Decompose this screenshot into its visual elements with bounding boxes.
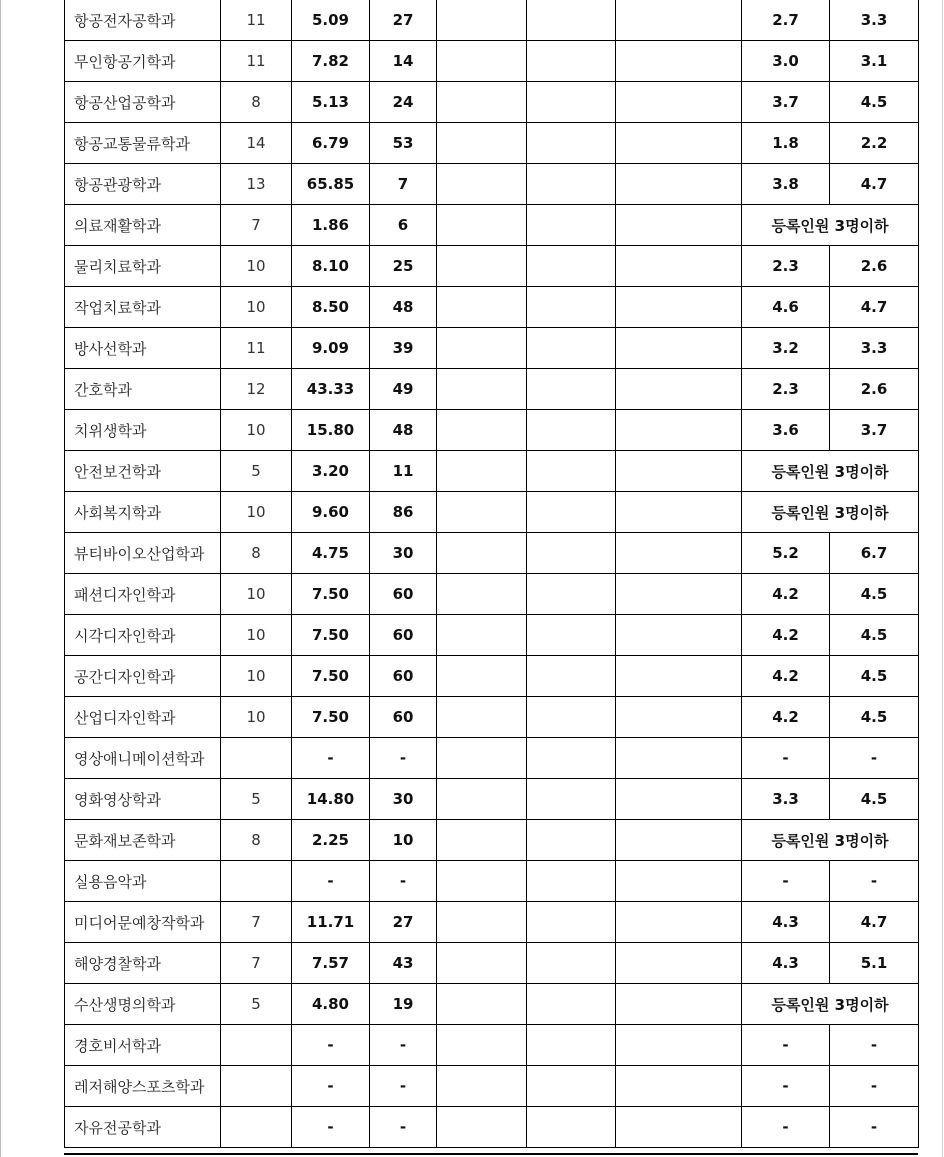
table-row — [65, 1066, 919, 1107]
grade-cell-b: 2.6 — [830, 369, 919, 410]
quota-cell — [221, 1107, 292, 1148]
department-name-cell: 미디어문예창작학과 — [65, 902, 221, 943]
empty-cell — [527, 574, 616, 615]
registration-note-cell: 등록인원 3명이하 — [742, 205, 919, 246]
empty-cell — [616, 861, 742, 902]
empty-cell — [437, 738, 527, 779]
competition-ratio-cell: 7.50 — [292, 697, 370, 738]
grade-cell-a: 3.2 — [742, 328, 830, 369]
table-row — [65, 697, 919, 738]
empty-cell — [437, 820, 527, 861]
count-cell: 7 — [370, 164, 437, 205]
grade-cell-b: 2.2 — [830, 123, 919, 164]
grade-cell-b: 3.1 — [830, 41, 919, 82]
competition-ratio-cell: 43.33 — [292, 369, 370, 410]
empty-cell — [437, 164, 527, 205]
quota-cell: 10 — [221, 287, 292, 328]
competition-ratio-cell: 9.60 — [292, 492, 370, 533]
department-name-cell: 항공전자공학과 — [65, 0, 221, 41]
grade-cell-b: 4.7 — [830, 902, 919, 943]
department-name-cell: 영상애니메이션학과 — [65, 738, 221, 779]
grade-cell-b: 5.1 — [830, 943, 919, 984]
empty-cell — [616, 1025, 742, 1066]
grade-cell-b: - — [830, 738, 919, 779]
count-cell: 24 — [370, 82, 437, 123]
count-cell: 27 — [370, 902, 437, 943]
empty-cell — [527, 533, 616, 574]
empty-cell — [616, 123, 742, 164]
quota-cell: 10 — [221, 246, 292, 287]
table-row — [65, 943, 919, 984]
grade-cell-b: 2.6 — [830, 246, 919, 287]
grade-cell-a: 4.2 — [742, 574, 830, 615]
empty-cell — [616, 656, 742, 697]
grade-cell-b: 4.7 — [830, 287, 919, 328]
empty-cell — [616, 943, 742, 984]
empty-cell — [616, 779, 742, 820]
grade-cell-a: 3.7 — [742, 82, 830, 123]
empty-cell — [527, 82, 616, 123]
grade-cell-b: 4.5 — [830, 82, 919, 123]
quota-cell: 11 — [221, 41, 292, 82]
count-cell: 30 — [370, 533, 437, 574]
grade-cell-a: 2.3 — [742, 246, 830, 287]
quota-cell: 12 — [221, 369, 292, 410]
quota-cell: 10 — [221, 410, 292, 451]
quota-cell: 10 — [221, 697, 292, 738]
department-name-cell: 패션디자인학과 — [65, 574, 221, 615]
quota-cell: 10 — [221, 574, 292, 615]
competition-ratio-cell: 4.75 — [292, 533, 370, 574]
competition-ratio-cell: - — [292, 738, 370, 779]
empty-cell — [527, 738, 616, 779]
count-cell: 14 — [370, 41, 437, 82]
count-cell: 53 — [370, 123, 437, 164]
table-row — [65, 574, 919, 615]
empty-cell — [616, 1107, 742, 1148]
empty-cell — [616, 369, 742, 410]
department-name-cell: 물리치료학과 — [65, 246, 221, 287]
empty-cell — [527, 1107, 616, 1148]
empty-cell — [616, 205, 742, 246]
empty-cell — [527, 615, 616, 656]
table-row — [65, 246, 919, 287]
grade-cell-b: 4.5 — [830, 574, 919, 615]
department-name-cell: 항공교통물류학과 — [65, 123, 221, 164]
competition-ratio-cell: 5.13 — [292, 82, 370, 123]
department-name-cell: 뷰티바이오산업학과 — [65, 533, 221, 574]
empty-cell — [527, 410, 616, 451]
empty-cell — [616, 41, 742, 82]
grade-cell-a: 4.2 — [742, 656, 830, 697]
empty-cell — [616, 287, 742, 328]
empty-cell — [616, 246, 742, 287]
competition-ratio-cell: 8.10 — [292, 246, 370, 287]
scroll-edge — [942, 0, 943, 1157]
grade-cell-b: - — [830, 1025, 919, 1066]
registration-note-cell: 등록인원 3명이하 — [742, 492, 919, 533]
empty-cell — [437, 205, 527, 246]
empty-cell — [616, 738, 742, 779]
quota-cell: 13 — [221, 164, 292, 205]
table-row — [65, 1025, 919, 1066]
empty-cell — [616, 574, 742, 615]
competition-ratio-cell: - — [292, 1107, 370, 1148]
table-row — [65, 328, 919, 369]
department-name-cell: 산업디자인학과 — [65, 697, 221, 738]
department-name-cell: 시각디자인학과 — [65, 615, 221, 656]
count-cell: - — [370, 1025, 437, 1066]
table-row — [65, 615, 919, 656]
table-row — [65, 205, 919, 246]
empty-cell — [527, 328, 616, 369]
empty-cell — [616, 902, 742, 943]
table-row — [65, 738, 919, 779]
table-bottom-rule — [64, 1153, 918, 1155]
department-name-cell: 작업치료학과 — [65, 287, 221, 328]
department-name-cell: 안전보건학과 — [65, 451, 221, 492]
competition-ratio-cell: 6.79 — [292, 123, 370, 164]
grade-cell-a: 3.3 — [742, 779, 830, 820]
count-cell: 60 — [370, 656, 437, 697]
empty-cell — [437, 656, 527, 697]
grade-cell-a: 5.2 — [742, 533, 830, 574]
empty-cell — [616, 492, 742, 533]
empty-cell — [527, 820, 616, 861]
count-cell: 30 — [370, 779, 437, 820]
table-row — [65, 287, 919, 328]
count-cell: - — [370, 1066, 437, 1107]
table-row — [65, 861, 919, 902]
grade-cell-b: 4.5 — [830, 615, 919, 656]
grade-cell-a: 4.3 — [742, 902, 830, 943]
department-name-cell: 치위생학과 — [65, 410, 221, 451]
table-row — [65, 492, 919, 533]
count-cell: 19 — [370, 984, 437, 1025]
empty-cell — [616, 984, 742, 1025]
quota-cell: 10 — [221, 615, 292, 656]
quota-cell — [221, 861, 292, 902]
grade-cell-a: 3.0 — [742, 41, 830, 82]
grade-cell-a: 4.3 — [742, 943, 830, 984]
grade-cell-b: 3.3 — [830, 0, 919, 41]
count-cell: 48 — [370, 287, 437, 328]
competition-ratio-cell: 8.50 — [292, 287, 370, 328]
count-cell: 60 — [370, 615, 437, 656]
empty-cell — [437, 1066, 527, 1107]
empty-cell — [437, 287, 527, 328]
empty-cell — [437, 492, 527, 533]
table-row — [65, 533, 919, 574]
grade-cell-b: - — [830, 861, 919, 902]
quota-cell: 11 — [221, 0, 292, 41]
empty-cell — [527, 451, 616, 492]
left-edge-line — [0, 0, 1, 1157]
grade-cell-b: 4.5 — [830, 697, 919, 738]
competition-ratio-cell: 7.82 — [292, 41, 370, 82]
department-name-cell: 수산생명의학과 — [65, 984, 221, 1025]
department-name-cell: 경호비서학과 — [65, 1025, 221, 1066]
competition-ratio-cell: - — [292, 861, 370, 902]
grade-cell-b: 3.3 — [830, 328, 919, 369]
grade-cell-b: 6.7 — [830, 533, 919, 574]
competition-ratio-cell: 9.09 — [292, 328, 370, 369]
empty-cell — [616, 615, 742, 656]
empty-cell — [437, 615, 527, 656]
quota-cell: 8 — [221, 82, 292, 123]
empty-cell — [437, 984, 527, 1025]
count-cell: 11 — [370, 451, 437, 492]
empty-cell — [437, 328, 527, 369]
table-row — [65, 984, 919, 1025]
empty-cell — [437, 1025, 527, 1066]
empty-cell — [437, 451, 527, 492]
competition-ratio-cell: 65.85 — [292, 164, 370, 205]
empty-cell — [527, 1025, 616, 1066]
empty-cell — [527, 984, 616, 1025]
empty-cell — [527, 656, 616, 697]
empty-cell — [437, 779, 527, 820]
empty-cell — [616, 0, 742, 41]
empty-cell — [437, 41, 527, 82]
grade-cell-a: 2.3 — [742, 369, 830, 410]
empty-cell — [527, 287, 616, 328]
count-cell: 25 — [370, 246, 437, 287]
table-row — [65, 0, 919, 41]
competition-ratio-cell: - — [292, 1066, 370, 1107]
empty-cell — [527, 0, 616, 41]
table-row — [65, 1107, 919, 1148]
competition-ratio-cell: 14.80 — [292, 779, 370, 820]
table-row — [65, 123, 919, 164]
department-name-cell: 자유전공학과 — [65, 1107, 221, 1148]
quota-cell: 11 — [221, 328, 292, 369]
empty-cell — [527, 943, 616, 984]
grade-cell-a: - — [742, 738, 830, 779]
quota-cell: 10 — [221, 656, 292, 697]
grade-cell-a: 3.6 — [742, 410, 830, 451]
grade-cell-b: 4.7 — [830, 164, 919, 205]
count-cell: 60 — [370, 574, 437, 615]
table-row — [65, 369, 919, 410]
empty-cell — [527, 123, 616, 164]
grade-cell-a: 4.2 — [742, 697, 830, 738]
count-cell: 60 — [370, 697, 437, 738]
quota-cell: 5 — [221, 779, 292, 820]
empty-cell — [616, 1066, 742, 1107]
empty-cell — [616, 451, 742, 492]
table-row — [65, 779, 919, 820]
quota-cell — [221, 1066, 292, 1107]
count-cell: 43 — [370, 943, 437, 984]
empty-cell — [437, 0, 527, 41]
empty-cell — [527, 205, 616, 246]
count-cell: 86 — [370, 492, 437, 533]
empty-cell — [437, 82, 527, 123]
empty-cell — [527, 902, 616, 943]
admissions-results-table — [64, 0, 919, 1148]
department-name-cell: 방사선학과 — [65, 328, 221, 369]
empty-cell — [437, 902, 527, 943]
grade-cell-a: - — [742, 861, 830, 902]
competition-ratio-cell: 2.25 — [292, 820, 370, 861]
grade-cell-a: - — [742, 1107, 830, 1148]
department-name-cell: 공간디자인학과 — [65, 656, 221, 697]
empty-cell — [437, 574, 527, 615]
grade-cell-a: - — [742, 1066, 830, 1107]
empty-cell — [437, 533, 527, 574]
count-cell: - — [370, 738, 437, 779]
quota-cell — [221, 1025, 292, 1066]
table-row — [65, 164, 919, 205]
empty-cell — [527, 861, 616, 902]
grade-cell-b: 3.7 — [830, 410, 919, 451]
empty-cell — [437, 369, 527, 410]
quota-cell: 7 — [221, 205, 292, 246]
count-cell: 39 — [370, 328, 437, 369]
department-name-cell: 항공산업공학과 — [65, 82, 221, 123]
empty-cell — [616, 82, 742, 123]
competition-ratio-cell: 11.71 — [292, 902, 370, 943]
empty-cell — [437, 697, 527, 738]
grade-cell-b: 4.5 — [830, 779, 919, 820]
quota-cell: 7 — [221, 902, 292, 943]
empty-cell — [527, 246, 616, 287]
competition-ratio-cell: 7.50 — [292, 656, 370, 697]
empty-cell — [437, 410, 527, 451]
count-cell: - — [370, 861, 437, 902]
empty-cell — [527, 1066, 616, 1107]
competition-ratio-cell: 7.50 — [292, 574, 370, 615]
empty-cell — [616, 164, 742, 205]
grade-cell-b: - — [830, 1066, 919, 1107]
count-cell: 10 — [370, 820, 437, 861]
competition-ratio-cell: 15.80 — [292, 410, 370, 451]
registration-note-cell: 등록인원 3명이하 — [742, 820, 919, 861]
count-cell: 48 — [370, 410, 437, 451]
competition-ratio-cell: 7.50 — [292, 615, 370, 656]
department-name-cell: 사회복지학과 — [65, 492, 221, 533]
empty-cell — [437, 943, 527, 984]
quota-cell: 14 — [221, 123, 292, 164]
count-cell: 27 — [370, 0, 437, 41]
empty-cell — [437, 123, 527, 164]
empty-cell — [616, 410, 742, 451]
quota-cell: 5 — [221, 451, 292, 492]
quota-cell: 7 — [221, 943, 292, 984]
table-row — [65, 410, 919, 451]
competition-ratio-cell: - — [292, 1025, 370, 1066]
department-name-cell: 무인항공기학과 — [65, 41, 221, 82]
empty-cell — [527, 369, 616, 410]
count-cell: 49 — [370, 369, 437, 410]
empty-cell — [437, 246, 527, 287]
grade-cell-a: 4.6 — [742, 287, 830, 328]
empty-cell — [616, 697, 742, 738]
department-name-cell: 항공관광학과 — [65, 164, 221, 205]
table-row — [65, 82, 919, 123]
quota-cell: 10 — [221, 492, 292, 533]
grade-cell-a: 3.8 — [742, 164, 830, 205]
department-name-cell: 해양경찰학과 — [65, 943, 221, 984]
grade-cell-a: 1.8 — [742, 123, 830, 164]
count-cell: 6 — [370, 205, 437, 246]
competition-ratio-cell: 1.86 — [292, 205, 370, 246]
empty-cell — [616, 328, 742, 369]
registration-note-cell: 등록인원 3명이하 — [742, 984, 919, 1025]
department-name-cell: 영화영상학과 — [65, 779, 221, 820]
empty-cell — [527, 779, 616, 820]
competition-ratio-cell: 3.20 — [292, 451, 370, 492]
quota-cell: 8 — [221, 533, 292, 574]
competition-ratio-cell: 4.80 — [292, 984, 370, 1025]
registration-note-cell: 등록인원 3명이하 — [742, 451, 919, 492]
quota-cell — [221, 738, 292, 779]
empty-cell — [527, 697, 616, 738]
quota-cell: 5 — [221, 984, 292, 1025]
table-row — [65, 656, 919, 697]
empty-cell — [616, 820, 742, 861]
empty-cell — [437, 1107, 527, 1148]
table-body — [65, 0, 919, 1148]
department-name-cell: 의료재활학과 — [65, 205, 221, 246]
empty-cell — [527, 492, 616, 533]
empty-cell — [527, 41, 616, 82]
grade-cell-b: - — [830, 1107, 919, 1148]
empty-cell — [437, 861, 527, 902]
empty-cell — [616, 533, 742, 574]
table-row — [65, 902, 919, 943]
grade-cell-a: 4.2 — [742, 615, 830, 656]
quota-cell: 8 — [221, 820, 292, 861]
grade-cell-a: 2.7 — [742, 0, 830, 41]
department-name-cell: 간호학과 — [65, 369, 221, 410]
department-name-cell: 문화재보존학과 — [65, 820, 221, 861]
competition-ratio-cell: 7.57 — [292, 943, 370, 984]
grade-cell-b: 4.5 — [830, 656, 919, 697]
empty-cell — [527, 164, 616, 205]
department-name-cell: 레저해양스포츠학과 — [65, 1066, 221, 1107]
table-row — [65, 41, 919, 82]
table-row — [65, 451, 919, 492]
grade-cell-a: - — [742, 1025, 830, 1066]
count-cell: - — [370, 1107, 437, 1148]
competition-ratio-cell: 5.09 — [292, 0, 370, 41]
table-row — [65, 820, 919, 861]
department-name-cell: 실용음악과 — [65, 861, 221, 902]
